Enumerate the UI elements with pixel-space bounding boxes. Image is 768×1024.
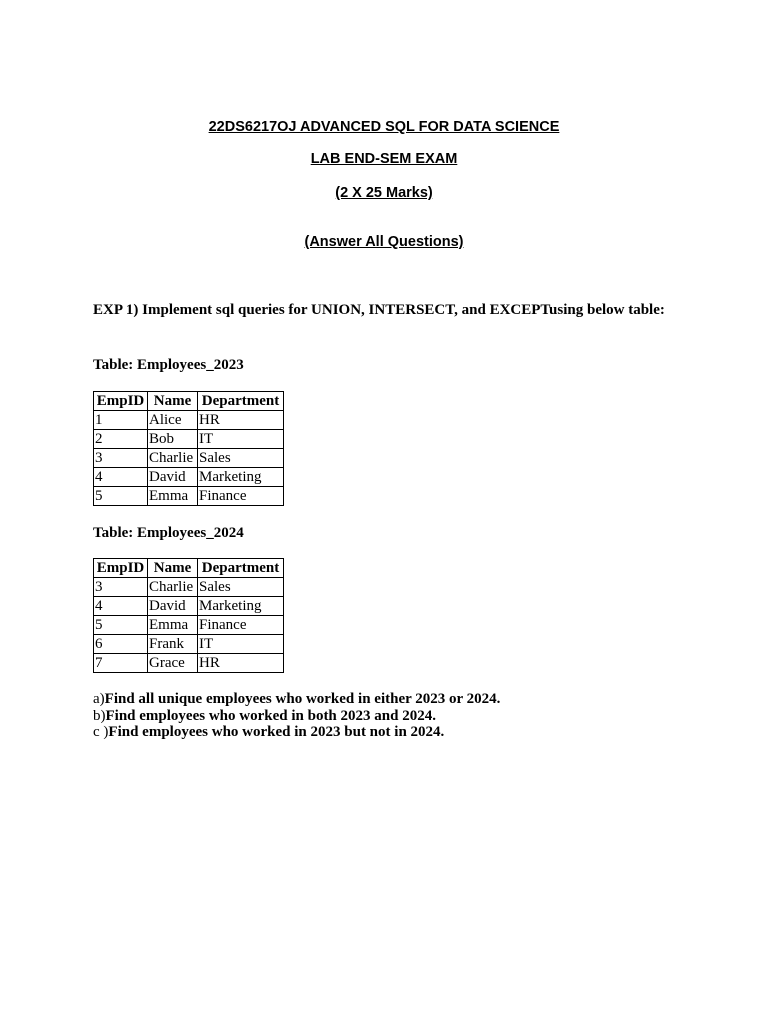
column-header-name: Name: [148, 392, 198, 411]
table-header-row: [94, 392, 284, 411]
table-row: [94, 654, 284, 673]
question-a-text: Find all unique employees who worked in either 2023 or 2024.: [104, 691, 501, 707]
table-row: [94, 635, 284, 654]
sub-questions: [93, 691, 500, 741]
question-c: [93, 724, 500, 741]
cell-department: Sales: [198, 578, 284, 597]
table1-title: Table: Employees_2023: [93, 357, 244, 373]
cell-name: David: [148, 597, 198, 616]
cell-empid: 7: [94, 654, 148, 673]
question-a-prefix: a): [93, 691, 105, 707]
cell-name: Grace: [148, 654, 198, 673]
cell-empid: 4: [94, 597, 148, 616]
cell-department: HR: [198, 411, 284, 430]
table-row: [94, 411, 284, 430]
employees-2023-table: [93, 391, 284, 506]
cell-department: Marketing: [198, 597, 284, 616]
question-b-text: Find employees who worked in both 2023 and 2024.: [105, 707, 436, 724]
column-header-name: Name: [148, 559, 198, 578]
cell-name: Charlie: [148, 578, 198, 597]
cell-department: HR: [198, 654, 284, 673]
table-row: [94, 468, 284, 487]
question-c-prefix: c ): [93, 724, 109, 740]
course-title: 22DS6217OJ ADVANCED SQL FOR DATA SCIENCE: [208, 119, 560, 135]
question-a: [93, 691, 500, 708]
cell-name: David: [148, 468, 198, 487]
marks-line: (2 X 25 Marks): [335, 185, 433, 201]
exam-title: LAB END-SEM EXAM: [310, 151, 458, 167]
cell-empid: 6: [94, 635, 148, 654]
cell-department: IT: [198, 635, 284, 654]
employees-2024-table: [93, 558, 284, 673]
cell-empid: 2: [94, 430, 148, 449]
cell-empid: 5: [94, 487, 148, 506]
instruction-line: (Answer All Questions): [304, 234, 464, 250]
column-header-department: Department: [198, 392, 284, 411]
table2-title: Table: Employees_2024: [93, 525, 244, 541]
column-header-empid: EmpID: [94, 559, 148, 578]
cell-name: Bob: [148, 430, 198, 449]
question-b-prefix: b): [93, 707, 106, 724]
table-row: [94, 487, 284, 506]
cell-empid: 3: [94, 449, 148, 468]
cell-department: Finance: [198, 616, 284, 635]
table-row: [94, 578, 284, 597]
cell-department: Marketing: [198, 468, 284, 487]
table-row: [94, 616, 284, 635]
cell-empid: 5: [94, 616, 148, 635]
cell-name: Emma: [148, 487, 198, 506]
cell-empid: 3: [94, 578, 148, 597]
column-header-empid: EmpID: [94, 392, 148, 411]
question-c-text: Find employees who worked in 2023 but not in 2024.: [108, 724, 445, 740]
table-header-row: [94, 559, 284, 578]
cell-empid: 1: [94, 411, 148, 430]
table-row: [94, 597, 284, 616]
cell-department: Finance: [198, 487, 284, 506]
exp1-question: EXP 1) Implement sql queries for UNION, INTERSECT, and EXCEPTusing below table:: [93, 302, 665, 318]
table-row: [94, 449, 284, 468]
table-row: [94, 430, 284, 449]
cell-department: IT: [198, 430, 284, 449]
column-header-department: Department: [198, 559, 284, 578]
cell-empid: 4: [94, 468, 148, 487]
question-b: [93, 708, 500, 725]
cell-name: Charlie: [148, 449, 198, 468]
cell-department: Sales: [198, 449, 284, 468]
cell-name: Alice: [148, 411, 198, 430]
cell-name: Frank: [148, 635, 198, 654]
cell-name: Emma: [148, 616, 198, 635]
